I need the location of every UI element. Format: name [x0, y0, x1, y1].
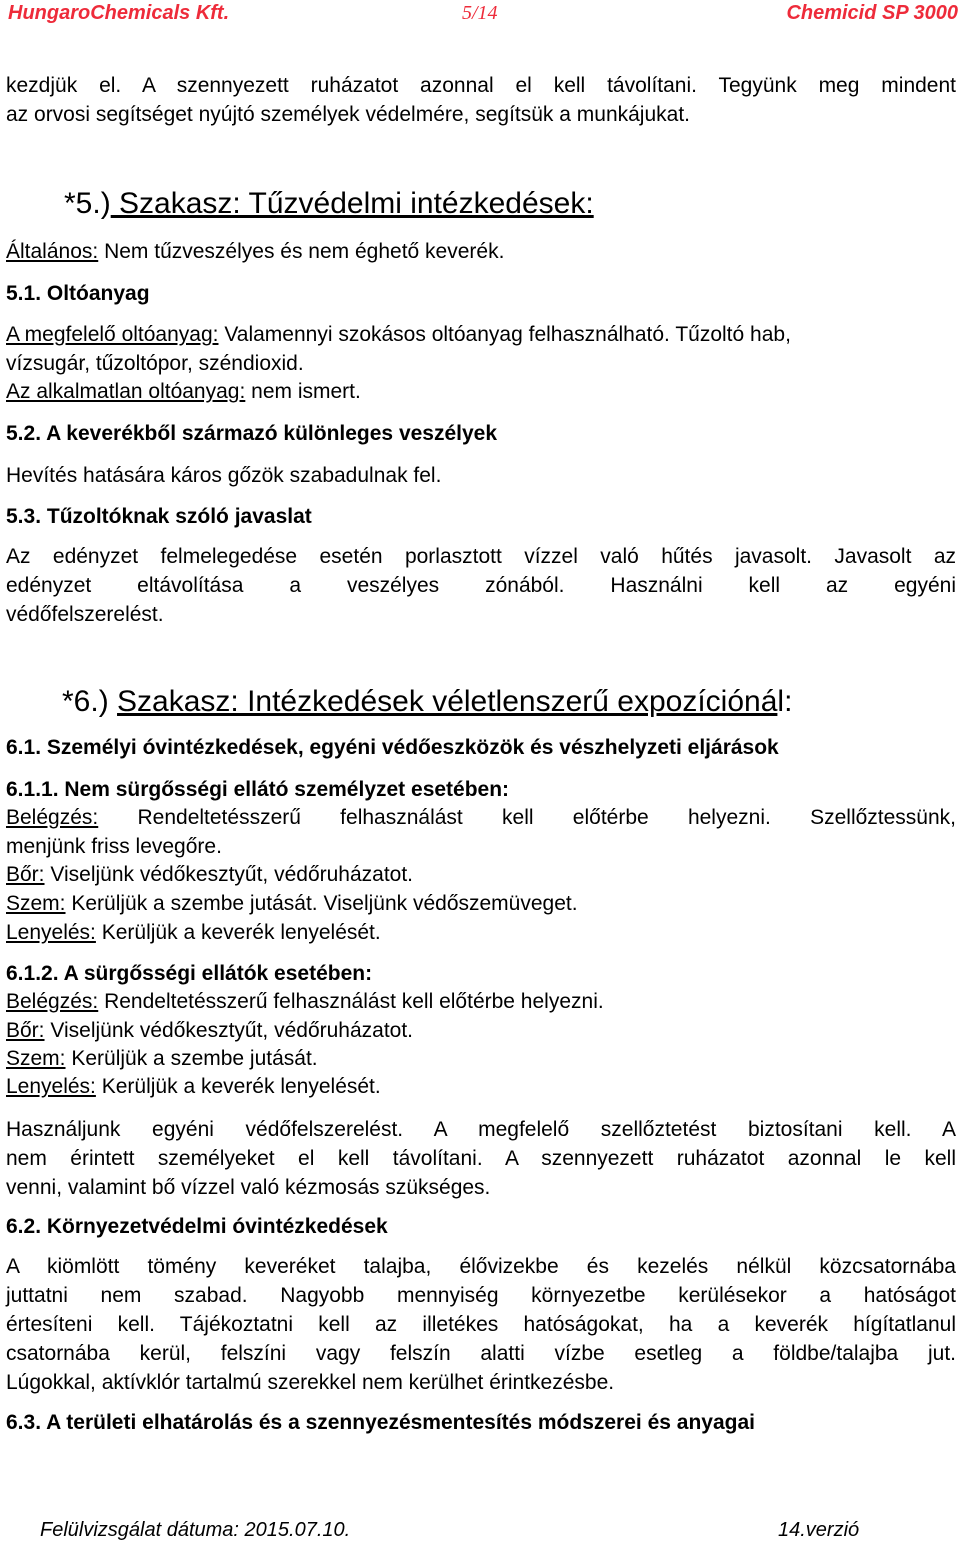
text-line: csatornába kerül, felszíni vagy felszín alatti vízbe esetleg a földbe/talajba jut. — [6, 1342, 956, 1365]
version: 14.verzió — [778, 1519, 860, 1541]
text-line: juttatni nem szabad. Nagyobb mennyiség környezetbe kerülésekor a hatóságot — [6, 1284, 956, 1307]
text-line: védőfelszerelést. — [6, 603, 164, 626]
skin-line: Bőr: Viseljünk védőkesztyűt, védőruházatot. — [6, 863, 414, 886]
text-line: nem érintett személyeket el kell távolítani. A szennyezett ruházatot azonnal le kell — [6, 1147, 956, 1170]
text-line: vízsugár, tűzoltópor, széndioxid. — [6, 352, 304, 375]
unsuitable-media-line: Az alkalmatlan oltóanyag: nem ismert. — [6, 380, 361, 403]
subsection-heading: 6.3. A területi elhatárolás és a szennyezésmentesítés módszerei és anyagai — [6, 1411, 755, 1434]
revision-date: Felülvizsgálat dátuma: 2015.07.10. — [40, 1519, 351, 1541]
subsection-heading: 6.2. Környezetvédelmi óvintézkedések — [6, 1215, 388, 1238]
subsection-heading: 6.1.2. A sürgősségi ellátók esetében: — [6, 962, 373, 985]
ingestion-line: Lenyelés: Kerüljük a keverék lenyelését. — [6, 1075, 381, 1098]
general-line: Általános: Nem tűzveszélyes és nem éghető keverék. — [6, 240, 505, 263]
page-footer — [0, 1519, 960, 1545]
text-line: Lúgokkal, aktívklór tartalmú szerekkel nem kerülhet érintkezésbe. — [6, 1371, 615, 1394]
page-number: 5/14 — [462, 2, 498, 24]
section-5-heading: *5.) Szakasz: Tűzvédelmi intézkedések: — [64, 187, 594, 220]
subsection-heading: 6.1. Személyi óvintézkedések, egyéni védőeszközök és vészhelyzeti eljárások — [6, 736, 779, 759]
text-line: értesíteni kell. Tájékoztatni kell az illetékes hatóságokat, ha a keverék hígítatlanul — [6, 1313, 956, 1336]
text-line: Használjunk egyéni védőfelszerelést. A megfelelő szellőztetést biztosítani kell. A — [6, 1118, 956, 1141]
eye-line: Szem: Kerüljük a szembe jutását. — [6, 1047, 318, 1070]
eye-line: Szem: Kerüljük a szembe jutását. Viseljünk védőszemüveget. — [6, 892, 578, 915]
section-6-heading: *6.) Szakasz: Intézkedések véletlenszerű expozíciónál: — [62, 685, 793, 718]
inhalation-line: Belégzés: Rendeltetésszerű felhasználást kell előtérbe helyezni. Szellőztessünk, — [6, 806, 956, 829]
product-name: Chemicid SP 3000 — [786, 2, 958, 24]
subsection-heading: 6.1.1. Nem sürgősségi ellátó személyzet esetében: — [6, 778, 510, 801]
ingestion-line: Lenyelés: Kerüljük a keverék lenyelését. — [6, 921, 381, 944]
text-line: venni, valamint bő vízzel való kézmosás szükséges. — [6, 1176, 491, 1199]
company-name: HungaroChemicals Kft. — [8, 2, 230, 24]
text-line: menjünk friss levegőre. — [6, 835, 222, 858]
subsection-heading: 5.2. A keverékből származó különleges veszélyek — [6, 422, 498, 445]
inhalation-line: Belégzés: Rendeltetésszerű felhasználást kell előtérbe helyezni. — [6, 990, 604, 1013]
text-line: az orvosi segítséget nyújtó személyek védelmére, segítsük a munkájukat. — [6, 103, 690, 126]
skin-line: Bőr: Viseljünk védőkesztyűt, védőruházatot. — [6, 1019, 414, 1042]
text-line: edényzet eltávolítása a veszélyes zónából. Használni kell az egyéni — [6, 574, 956, 597]
text-line: kezdjük el. A szennyezett ruházatot azonnal el kell távolítani. Tegyünk meg mindent — [6, 74, 956, 97]
text-line: Az edényzet felmelegedése esetén porlasztott vízzel való hűtés javasolt. Javasolt az — [6, 545, 956, 568]
subsection-heading: 5.3. Tűzoltóknak szóló javaslat — [6, 505, 312, 528]
suitable-media-line: A megfelelő oltóanyag: Valamennyi szokásos oltóanyag felhasználható. Tűzoltó hab, — [6, 323, 791, 346]
text-line: Hevítés hatására káros gőzök szabadulnak fel. — [6, 464, 442, 487]
text-line: A kiömlött tömény keveréket talajba, élővizekbe és kezelés nélkül közcsatornába — [6, 1255, 956, 1278]
subsection-heading: 5.1. Oltóanyag — [6, 282, 150, 305]
page-header — [0, 2, 960, 30]
